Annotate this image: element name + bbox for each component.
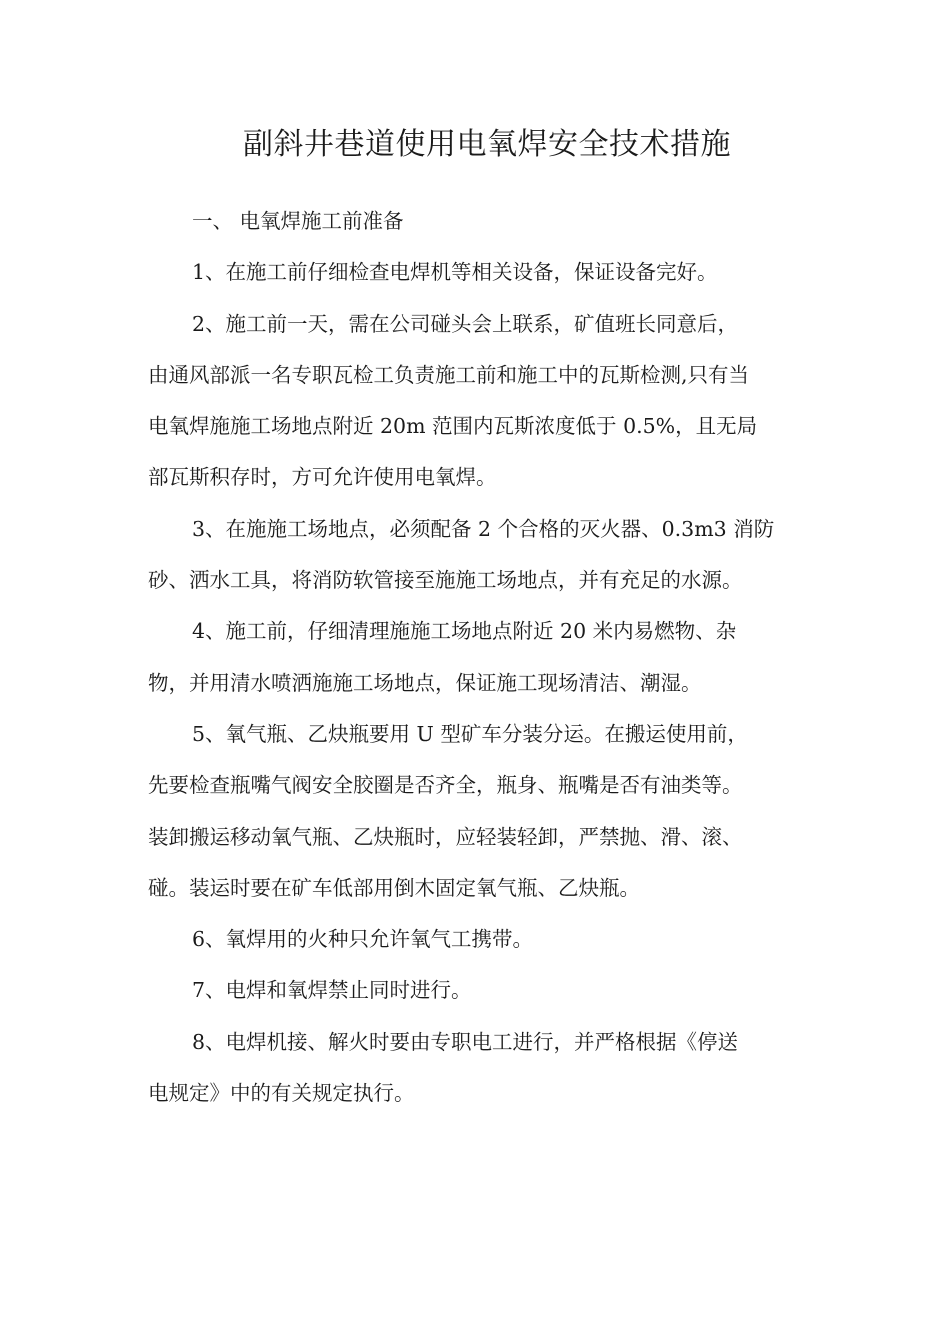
paragraph-4: [148, 606, 808, 709]
paragraph-line: 3、在施施工场地点，必须配备 2 个合格的灭火器、0.3m3 消防: [192, 516, 775, 541]
paragraph-line: 5、氧气瓶、乙炔瓶要用 U 型矿车分装分运。在搬运使用前，: [192, 721, 748, 746]
paragraph-7: [148, 965, 808, 1016]
paragraph-line: 2、施工前一天，需在公司碰头会上联系，矿值班长同意后，: [192, 311, 739, 336]
paragraph-line: 电规定》中的有关规定执行。: [148, 1081, 415, 1106]
paragraph-2: [148, 299, 808, 504]
paragraph-3: [148, 504, 808, 607]
section-heading-text: 一、 电氧焊施工前准备: [192, 209, 404, 233]
paragraph-line: 装卸搬运移动氧气瓶、乙炔瓶时，应轻装轻卸，严禁抛、滑、滚、: [148, 824, 743, 849]
paragraph-line: 1、在施工前仔细检查电焊机等相关设备，保证设备完好。: [192, 260, 718, 285]
paragraph-line: 4、施工前，仔细清理施施工场地点附近 20 米内易燃物、杂: [192, 619, 737, 644]
paragraph-line: 先要检查瓶嘴气阀安全胶圈是否齐全，瓶身、瓶嘴是否有油类等。: [148, 773, 743, 798]
paragraph-line: 7、电焊和氧焊禁止同时进行。: [192, 978, 472, 1003]
paragraph-line: 由通风部派一名专职瓦检工负责施工前和施工中的瓦斯检测,只有当: [148, 362, 750, 387]
paragraph-line: 部瓦斯积存时，方可允许使用电氧焊。: [148, 465, 497, 490]
paragraph-line: 8、电焊机接、解火时要由专职电工进行，并严格根据《停送: [192, 1029, 739, 1054]
paragraph-6: [148, 914, 808, 965]
paragraph-line: 6、氧焊用的火种只允许氧气工携带。: [192, 927, 534, 952]
paragraph-line: 碰。装运时要在矿车低部用倒木固定氧气瓶、乙炔瓶。: [148, 875, 640, 900]
document-body: [148, 196, 808, 1119]
document-title: 副斜井巷道使用电氧焊安全技术措施: [243, 127, 731, 162]
paragraph-line: 电氧焊施施工场地点附近 20m 范围内瓦斯浓度低于 0.5%，且无局: [148, 414, 758, 439]
paragraph-5: [148, 709, 808, 914]
paragraph-1: [148, 247, 808, 298]
paragraph-line: 砂、洒水工具，将消防软管接至施施工场地点，并有充足的水源。: [148, 568, 743, 593]
paragraph-line: 物，并用清水喷洒施施工场地点，保证施工现场清洁、潮湿。: [148, 670, 702, 695]
section-heading: [148, 196, 808, 247]
paragraph-8: [148, 1017, 808, 1120]
